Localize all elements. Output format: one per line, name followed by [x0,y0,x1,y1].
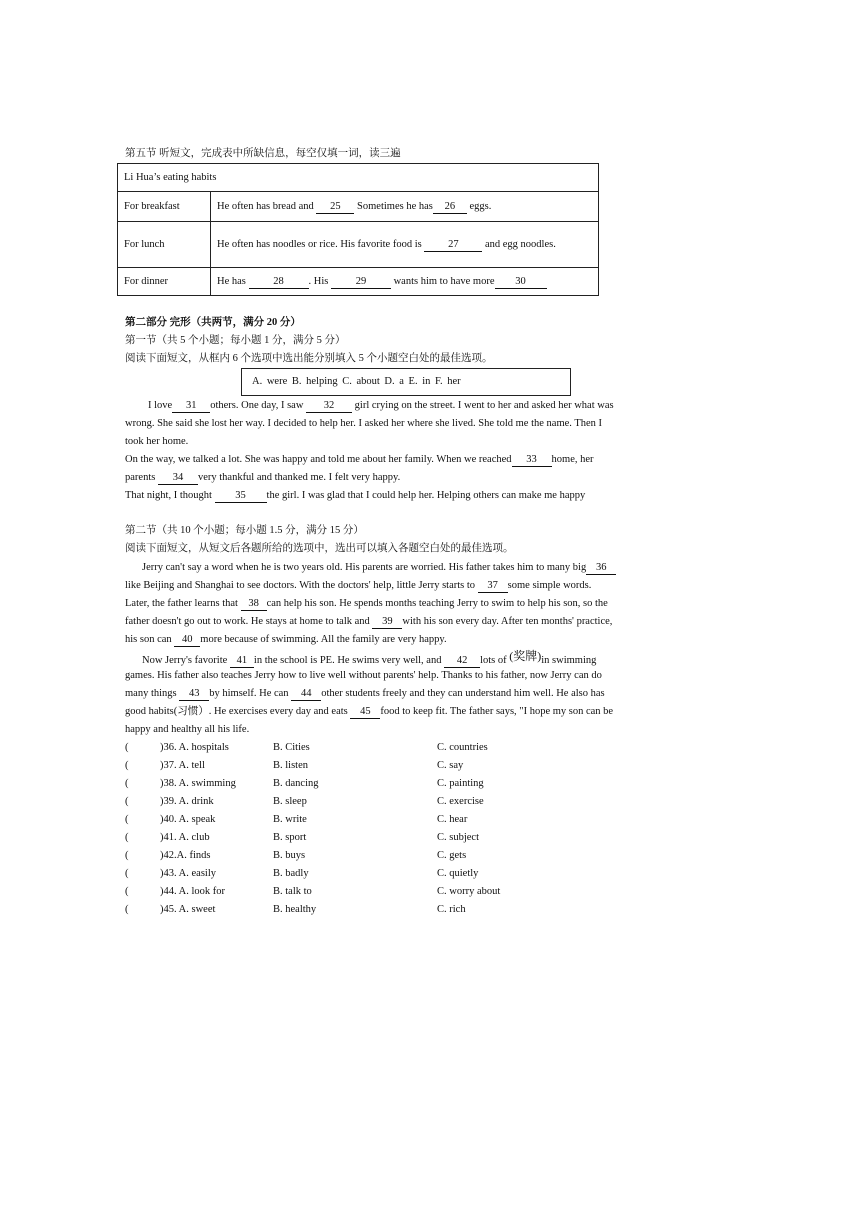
section1-heading: 第一节（共 5 个小题；每小题 1 分，满分 5 分） [125,335,346,346]
question-option-c: C. gets [437,850,467,861]
question-option-c: C. painting [437,778,484,789]
row-text: Sometimes he has [354,201,433,212]
medal-note: (奖牌) [509,649,542,663]
row-text: and egg noodles. [482,239,556,250]
question-option-a: )38. A. swimming [160,778,236,789]
answer-paren: ( [125,778,129,789]
question-option-c: C. worry about [437,886,501,897]
table-row [118,222,599,268]
answer-paren: ( [125,814,129,825]
row-label: For lunch [118,222,211,268]
passage1-line: On the way, we talked a lot. She was happy and told me about her family. When we reached 33 home, her [125,454,594,465]
passage2-line: games. His father also teaches Jerry how to live well without parents' help. Thanks to his father, now Jerry can do [125,670,602,681]
blank-34: 34 [158,471,198,485]
question-option-a: )44. A. look for [160,886,226,897]
question-option-b: B. sleep [273,796,307,807]
row-label: For dinner [118,268,211,296]
blank-28: 28 [249,275,309,289]
section2-heading: 第二节（共 10 个小题；每小题 1.5 分，满分 15 分） [125,525,364,536]
question-option-b: B. buys [273,850,306,861]
table-row [118,268,599,296]
question-option-b: B. healthy [273,904,317,915]
table-row [118,192,599,222]
row-content [211,268,599,296]
passage2-line: like Beijing and Shanghai to see doctors. With the doctors' help, little Jerry starts to 37 some simple words. [125,580,592,591]
passage1-line: wrong. She said she lost her way. I decided to help her. I asked her where she lived. She told me the name. Then I [125,418,603,429]
part2-heading: 第二部分 完形（共两节，满分 20 分） [125,317,301,328]
blank-37: 37 [478,579,508,593]
passage2-line: happy and healthy all his life. [125,724,250,735]
answer-paren: ( [125,886,129,897]
passage2-line: Jerry can't say a word when he is two years old. His parents are worried. His father takes him to many big 36 [142,559,616,577]
blank-43: 43 [179,687,209,701]
passage2-line: many things 43 by himself. He can 44 other students freely and they can understand him well. He also has [125,688,605,699]
blank-44: 44 [291,687,321,701]
question-option-a: )41. A. club [160,832,210,843]
passage2-line: his son can 40 more because of swimming. All the family are very happy. [125,634,447,645]
passage2-line: Now Jerry's favorite 41 in the school is PE. He swims very well, and 42 lots of (奖牌)in swimming [142,649,597,666]
table-title: Li Hua’s eating habits [118,164,599,192]
blank-42: 42 [444,654,480,668]
question-option-a: )40. A. speak [160,814,216,825]
question-option-b: B. write [273,814,307,825]
eating-habits-table [117,163,599,296]
blank-33: 33 [512,453,552,467]
question-option-a: )45. A. sweet [160,904,216,915]
answer-paren: ( [125,742,129,753]
blank-25: 25 [316,200,354,214]
answer-paren: ( [125,760,129,771]
blank-27: 27 [424,238,482,252]
blank-31: 31 [172,399,210,413]
question-option-c: C. quietly [437,868,479,879]
row-text: . His [308,276,331,287]
section2-instruction: 阅读下面短文，从短文后各题所给的选项中，选出可以填入各题空白处的最佳选项。 [125,543,514,554]
row-content [211,222,599,268]
blank-36: 36 [586,561,616,575]
question-option-a: )37. A. tell [160,760,205,771]
answer-paren: ( [125,832,129,843]
question-option-a: )42.A. finds [160,850,211,861]
row-label: For breakfast [118,192,211,222]
question-option-b: B. badly [273,868,309,879]
blank-39: 39 [372,615,402,629]
options-box: A. were B. helping C. about D. a E. in F. her [241,368,571,396]
passage2-line: father doesn't go out to work. He stays at home to talk and 39 with his son every day. After ten months' practice, [125,616,613,627]
row-text: He has [217,276,249,287]
row-text: He often has bread and [217,201,317,212]
question-option-c: C. hear [437,814,468,825]
question-option-a: )36. A. hospitals [160,742,229,753]
blank-29: 29 [331,275,391,289]
passage2-line: good habits(习惯）. He exercises every day and eats 45 food to keep fit. The father says, "I hope my son can be [125,706,614,717]
question-option-c: C. exercise [437,796,484,807]
answer-paren: ( [125,868,129,879]
question-option-a: )43. A. easily [160,868,216,879]
passage1-line: took her home. [125,436,189,447]
section5-title: 第五节 听短文，完成表中所缺信息，每空仅填一词，读三遍 [125,148,401,159]
question-option-b: B. talk to [273,886,312,897]
question-option-a: )39. A. drink [160,796,214,807]
question-option-c: C. say [437,760,464,771]
blank-38: 38 [241,597,267,611]
blank-41: 41 [230,654,254,668]
answer-paren: ( [125,796,129,807]
answer-paren: ( [125,850,129,861]
question-option-b: B. dancing [273,778,319,789]
blank-26: 26 [433,200,467,214]
blank-45: 45 [350,705,380,719]
row-text: eggs. [466,201,492,212]
question-option-b: B. sport [273,832,307,843]
blank-30: 30 [495,275,547,289]
question-option-c: C. countries [437,742,488,753]
passage1-line: parents 34 very thankful and thanked me. I felt very happy. [125,472,401,483]
blank-32: 32 [306,399,352,413]
passage2-line: Later, the father learns that 38 can help his son. He spends months teaching Jerry to swim to help his son, so the [125,598,608,609]
passage1-line: I love 31 others. One day, I saw 32 girl crying on the street. I went to her and asked her what was [148,400,614,411]
question-option-b: B. listen [273,760,309,771]
question-option-b: B. Cities [273,742,310,753]
question-option-c: C. subject [437,832,479,843]
answer-paren: ( [125,904,129,915]
question-option-c: C. rich [437,904,466,915]
passage1-line: That night, I thought 35 the girl. I was glad that I could help her. Helping others can make me happy [125,490,586,501]
blank-35: 35 [215,489,267,503]
row-content [211,192,599,222]
row-text: He often has noodles or rice. His favorite food is [217,239,425,250]
blank-40: 40 [174,633,200,647]
row-text: wants him to have more [390,276,495,287]
section1-instruction: 阅读下面短文，从框内 6 个选项中选出能分别填入 5 个小题空白处的最佳选项。 [125,353,493,364]
